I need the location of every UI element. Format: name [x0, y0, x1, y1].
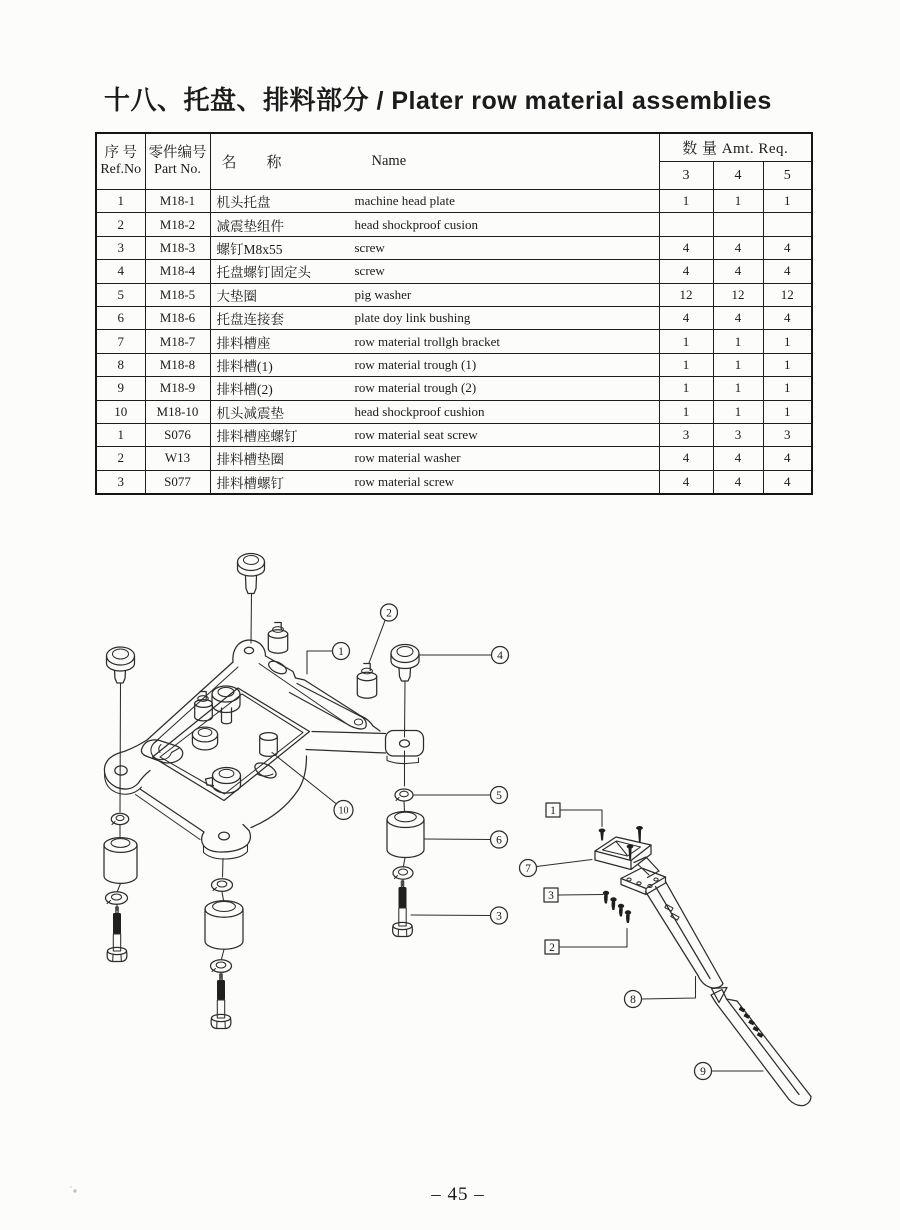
plate-oval-hole-bottom [253, 760, 279, 781]
cell-part: M18-8 [145, 353, 210, 376]
page-title-en: Plater row material assemblies [391, 87, 772, 115]
part-name-en: head shockproof cusion [354, 216, 478, 232]
cell-qty3: 1 [659, 190, 713, 213]
callout-circle-5 [491, 787, 508, 804]
cell-part: M18-4 [145, 260, 210, 283]
plate-top-tab [233, 640, 266, 662]
hex-bolt-middle [211, 974, 231, 1029]
part-name-cn: 排料槽螺钉 [216, 475, 284, 491]
plate-bottom-left-edge [140, 789, 204, 832]
cell-qty4: 4 [713, 236, 763, 259]
part-name-cn: 托盘连接套 [216, 312, 284, 328]
plate-right-tab-hole [400, 740, 410, 747]
plate-right-arm [306, 732, 386, 754]
cell-ref: 2 [96, 213, 145, 236]
plate-center-post [260, 733, 278, 757]
svg-text:3: 3 [496, 910, 502, 923]
cell-qty4: 4 [713, 260, 763, 283]
header-partno: 零件编号 Part No. [145, 133, 210, 190]
washer-left-upper [111, 813, 128, 824]
cell-part: M18-3 [145, 236, 210, 259]
machine-head-plate-drawing [104, 623, 423, 860]
cell-qty4: 1 [713, 377, 763, 400]
cell-qty5: 3 [763, 423, 812, 446]
callout-square-3 [544, 888, 558, 902]
svg-text:3: 3 [548, 890, 554, 902]
cell-ref: 1 [96, 190, 145, 213]
callout-circle-3 [491, 907, 508, 924]
cell-qty3: 1 [659, 400, 713, 423]
part-name-cn: 托盘螺钉固定头 [216, 265, 311, 281]
cell-qty3: 1 [659, 330, 713, 353]
cell-ref: 7 [96, 330, 145, 353]
part-name-cn: 螺钉M8x55 [216, 241, 283, 257]
trough-bracket-part7 [595, 826, 666, 895]
part-name-en: screw [354, 263, 385, 279]
callout-circle-2 [381, 604, 398, 621]
cell-ref: 6 [96, 306, 145, 329]
svg-text:6: 6 [496, 834, 502, 847]
svg-text:4: 4 [497, 650, 503, 662]
cell-qty4: 12 [713, 283, 763, 306]
callout-circle-10 [334, 801, 353, 820]
cell-qty5: 1 [763, 330, 812, 353]
cell-qty4: 4 [713, 447, 763, 470]
cell-qty5: 4 [763, 236, 812, 259]
washer-middle-upper [212, 879, 233, 892]
cell-part: M18-5 [145, 283, 210, 306]
part-name-en: row material washer [354, 450, 461, 466]
cell-part: M18-1 [145, 190, 210, 213]
shoulder-bolt-right [391, 645, 419, 787]
cell-qty3: 4 [659, 470, 713, 494]
cell-ref: 9 [96, 377, 145, 400]
part-name-cn: 排料槽(1) [216, 358, 273, 374]
hex-bolt-left [107, 907, 127, 962]
cell-qty5: 1 [763, 190, 812, 213]
plate-top-rail [266, 656, 362, 716]
header-qty-4: 4 [713, 162, 763, 190]
cell-ref: 3 [96, 470, 145, 494]
cell-ref: 4 [96, 260, 145, 283]
part-name-en: screw [354, 239, 385, 255]
part-name-cn: 机头减震垫 [216, 405, 284, 421]
page-number: – 45 – [431, 1184, 485, 1205]
trough-part9 [711, 990, 811, 1106]
cell-qty5: 4 [763, 470, 812, 494]
cell-ref: 3 [96, 236, 145, 259]
cell-ref: 10 [96, 400, 145, 423]
part-name-en: row material trough (1) [354, 356, 477, 372]
callout-circle-9 [695, 1063, 712, 1080]
washer-right-lower [393, 867, 413, 879]
plate-ring-post [192, 727, 217, 750]
header-refno: 序 号 Ref.No [96, 133, 145, 190]
plate-damper-post-top [268, 623, 287, 654]
washer-part5 [395, 789, 413, 801]
header-qty-3: 3 [659, 162, 713, 190]
plate-left-tab-hole [115, 766, 127, 775]
part-name-en: head shockproof cushion [354, 403, 485, 419]
callout-leaders [272, 621, 763, 1072]
cell-qty3: 3 [659, 423, 713, 446]
plate-top-rail-inner [259, 664, 350, 727]
cell-ref: 5 [96, 283, 145, 306]
plate-oval-hole-top [267, 659, 289, 677]
cell-qty4: 1 [713, 353, 763, 376]
svg-text:9: 9 [700, 1066, 706, 1078]
cell-qty3: 1 [659, 353, 713, 376]
square-callouts [544, 803, 560, 954]
cell-part: S076 [145, 423, 210, 446]
cell-qty5: 4 [763, 447, 812, 470]
cell-ref: 2 [96, 447, 145, 470]
cell-qty4: 1 [713, 330, 763, 353]
part-name-cn: 排料槽座螺钉 [216, 429, 298, 445]
cell-ref: 8 [96, 353, 145, 376]
callout-square-1 [546, 803, 560, 817]
plate-top-tab-hole [244, 647, 253, 653]
cell-qty3: 12 [659, 283, 713, 306]
cell-part: M18-9 [145, 377, 210, 400]
callout-circle-4 [492, 647, 509, 664]
cushion-cylinder-left [104, 838, 137, 884]
part-name-cn: 大垫圈 [216, 288, 257, 304]
part-name-en: row material screw [354, 473, 455, 489]
cell-qty3: 4 [659, 306, 713, 329]
callout-circle-6 [491, 831, 508, 848]
part-name-cn: 机头托盘 [216, 195, 271, 211]
svg-text:1: 1 [338, 646, 344, 658]
callout-square-2 [545, 940, 559, 954]
cell-qty5: 1 [763, 377, 812, 400]
cell-part: S077 [145, 470, 210, 494]
callout-circle-7 [520, 860, 537, 877]
cell-qty3: 1 [659, 377, 713, 400]
circle-callouts [333, 604, 712, 1080]
part-name-en: pig washer [354, 286, 412, 302]
assembly-axis-lines [117, 802, 405, 979]
shoulder-bolt-left [107, 647, 135, 812]
svg-text:5: 5 [496, 790, 502, 802]
shoulder-bolt-top [238, 554, 265, 644]
cell-qty5: 1 [763, 353, 812, 376]
cell-qty4: 1 [713, 400, 763, 423]
part-name-en: row material trollgh bracket [354, 333, 500, 349]
cell-part: M18-7 [145, 330, 210, 353]
trough-hash-marks [739, 1007, 764, 1038]
header-name: 名 称 Name [210, 133, 659, 190]
cell-part: W13 [145, 447, 210, 470]
svg-text:10: 10 [338, 805, 349, 817]
plate-right-tab-thickness [387, 756, 419, 764]
washer-left-lower [106, 892, 128, 905]
part-name-cn: 排料槽(2) [216, 382, 273, 398]
svg-text:2: 2 [549, 942, 555, 954]
plate-hook-piece [151, 741, 179, 760]
cell-ref: 1 [96, 423, 145, 446]
part-name-en: row material trough (2) [354, 380, 477, 396]
cell-part: M18-6 [145, 306, 210, 329]
washer-middle-lower [211, 960, 232, 973]
cell-qty5: 4 [763, 306, 812, 329]
cell-part: M18-2 [145, 213, 210, 236]
cell-qty5: 4 [763, 260, 812, 283]
plate-rib-hole [354, 719, 362, 725]
shock-damper-part2 [357, 664, 376, 699]
part-name-en: row material seat screw [354, 427, 478, 443]
header-qty-5: 5 [763, 162, 812, 190]
svg-text:7: 7 [525, 863, 531, 875]
cell-qty3: 4 [659, 260, 713, 283]
part-name-cn: 排料槽垫圈 [216, 452, 284, 468]
plate-bottom-left-thickness [136, 795, 201, 840]
cell-qty4: 3 [713, 423, 763, 446]
plate-ring-tab-post [206, 768, 241, 794]
plate-left-tab [104, 740, 150, 789]
cell-part: M18-10 [145, 400, 210, 423]
svg-text:1: 1 [550, 805, 556, 817]
cell-qty5: 1 [763, 400, 812, 423]
cell-qty4: 4 [713, 470, 763, 494]
plate-bottom-foot [202, 825, 251, 853]
cell-qty3: 4 [659, 236, 713, 259]
cell-qty3: 4 [659, 447, 713, 470]
svg-text:2: 2 [386, 607, 392, 620]
bushing-cylinder-part6 [387, 812, 424, 858]
screw-cluster [603, 891, 631, 923]
cell-qty5: 12 [763, 283, 812, 306]
cell-qty4: 4 [713, 306, 763, 329]
page-title-separator: / [369, 87, 392, 115]
trough-part8 [646, 882, 724, 989]
callout-circle-1 [333, 643, 350, 660]
plate-bottom-foot-hole [219, 832, 230, 840]
hex-bolt-right-part3 [393, 881, 413, 937]
page-title-cn: 十八、托盘、排料部分 [104, 86, 370, 115]
part-name-cn: 排料槽座 [216, 335, 271, 351]
part-name-cn: 减震垫组件 [216, 218, 284, 234]
bushing-cylinder-middle [205, 901, 243, 949]
cell-qty4: 1 [713, 190, 763, 213]
part-name-en: machine head plate [354, 193, 455, 209]
callout-circle-8 [625, 991, 642, 1008]
svg-text:8: 8 [630, 994, 636, 1006]
header-qty: 数 量 Amt. Req. [659, 133, 812, 162]
part-name-en: plate doy link bushing [354, 310, 471, 326]
